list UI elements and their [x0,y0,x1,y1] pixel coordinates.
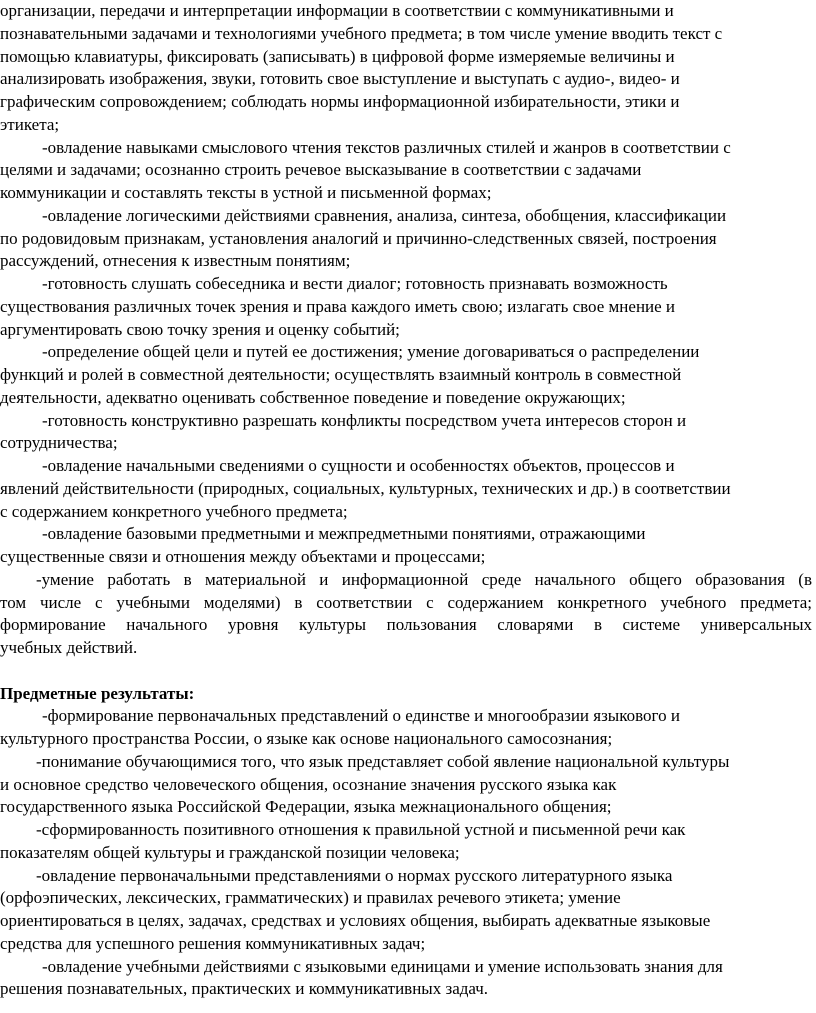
text-line: -овладение учебными действиями с языковыми единицами и умение использовать знания для [42,956,723,976]
text-line: -умение работать в материальной и информационной среде начального общего образования (в [36,569,812,589]
text-line: -понимание обучающимися того, что язык представляет собой явление национальной культуры [36,751,730,771]
text-line: -овладение первоначальными представлениями о нормах русского литературного языка [36,865,673,885]
text-line: показателям общей культуры и гражданской позиции человека; [0,842,460,862]
text-line: -готовность слушать собеседника и вести диалог; готовность признавать возможность [42,274,668,293]
text-line: -определение общей цели и путей ее достижения; умение договариваться о распределении [42,342,700,362]
text-line: функций и ролей в совместной деятельности; осуществлять взаимный контроль в совместной [0,365,682,384]
text-line: помощью клавиатуры, фиксировать (записывать) в цифровой форме измеряемые величины и [0,46,675,66]
text-line: (орфоэпических, лексических, грамматических) и правилах речевого этикета; умение [0,888,621,908]
text-line: существенные связи и отношения между объектами и процессами; [0,547,486,566]
text-line: -овладение навыками смыслового чтения текстов различных стилей и жанров в соответствии с [42,137,731,157]
text-line: анализировать изображения, звуки, готовить свое выступление и выступать с аудио-, видео- и [0,69,680,89]
text-line: государственного языка Российской Федерации, языка межнационального общения; [0,797,612,817]
text-line: формирование начального уровня культуры пользования словарями в системе универсальных [0,615,812,635]
text-line: учебных действий. [0,638,138,657]
text-line: организации, передачи и интерпретации информации в соответствии с коммуникативными и [0,1,674,20]
text-line: -готовность конструктивно разрешать конфликты посредством учета интересов сторон и [42,410,687,430]
text-line: деятельности, адекватно оценивать собственное поведение и поведение окружающих; [0,387,626,407]
text-line: с содержанием конкретного учебного предмета; [0,501,348,521]
text-line: -сформированность позитивного отношения к правильной устной и письменной речи как [36,820,686,839]
text-line: том числе с учебными моделями) в соответствии с содержанием конкретного учебного предмета; [0,592,812,612]
text-line: решения познавательных, практических и коммуникативных задач. [0,979,489,999]
text-line: целями и задачами; осознанно строить речевое высказывание в соответствии с задачами [0,160,642,180]
text-line: коммуникации и составлять тексты в устной и письменной формах; [0,183,492,202]
section-heading: Предметные результаты: [0,683,195,703]
text-line: рассуждений, отнесения к известным понятиям; [0,251,351,271]
subject-results-text [0,705,816,1001]
text-line: сотрудничества; [0,433,118,453]
text-line: -овладение базовыми предметными и межпредметными понятиями, отражающими [42,524,646,544]
text-line: средства для успешного решения коммуникативных задач; [0,933,426,953]
text-line: аргументировать свою точку зрения и оценку событий; [0,319,400,339]
text-line: -формирование первоначальных представлений о единстве и многообразии языкового и [42,706,680,726]
text-line: этикета; [0,114,60,134]
text-line: познавательными задачами и технологиями учебного предмета; в том числе умение вводить текст с [0,23,723,43]
text-line: ориентироваться в целях, задачах, средствах и условиях общения, выбирать адекватные языковые [0,911,711,930]
text-line: существования различных точек зрения и права каждого иметь свою; излагать свое мнение и [0,296,676,316]
paragraph-gap [0,660,816,683]
text-line: графическим сопровождением; соблюдать нормы информационной избирательности, этики и [0,92,680,111]
text-line: по родовидовым признакам, установления аналогий и причинно-следственных связей, построения [0,228,717,248]
text-line: явлений действительности (природных, социальных, культурных, технических и др.) в соответствии [0,478,731,498]
text-line: -овладение логическими действиями сравнения, анализа, синтеза, обобщения, классификации [42,205,727,225]
text-line: культурного пространства России, о языке как основе национального самосознания; [0,729,613,748]
text-line: и основное средство человеческого общения, осознание значения русского языка как [0,774,617,794]
text-line: -овладение начальными сведениями о сущности и особенностях объектов, процессов и [42,456,675,475]
